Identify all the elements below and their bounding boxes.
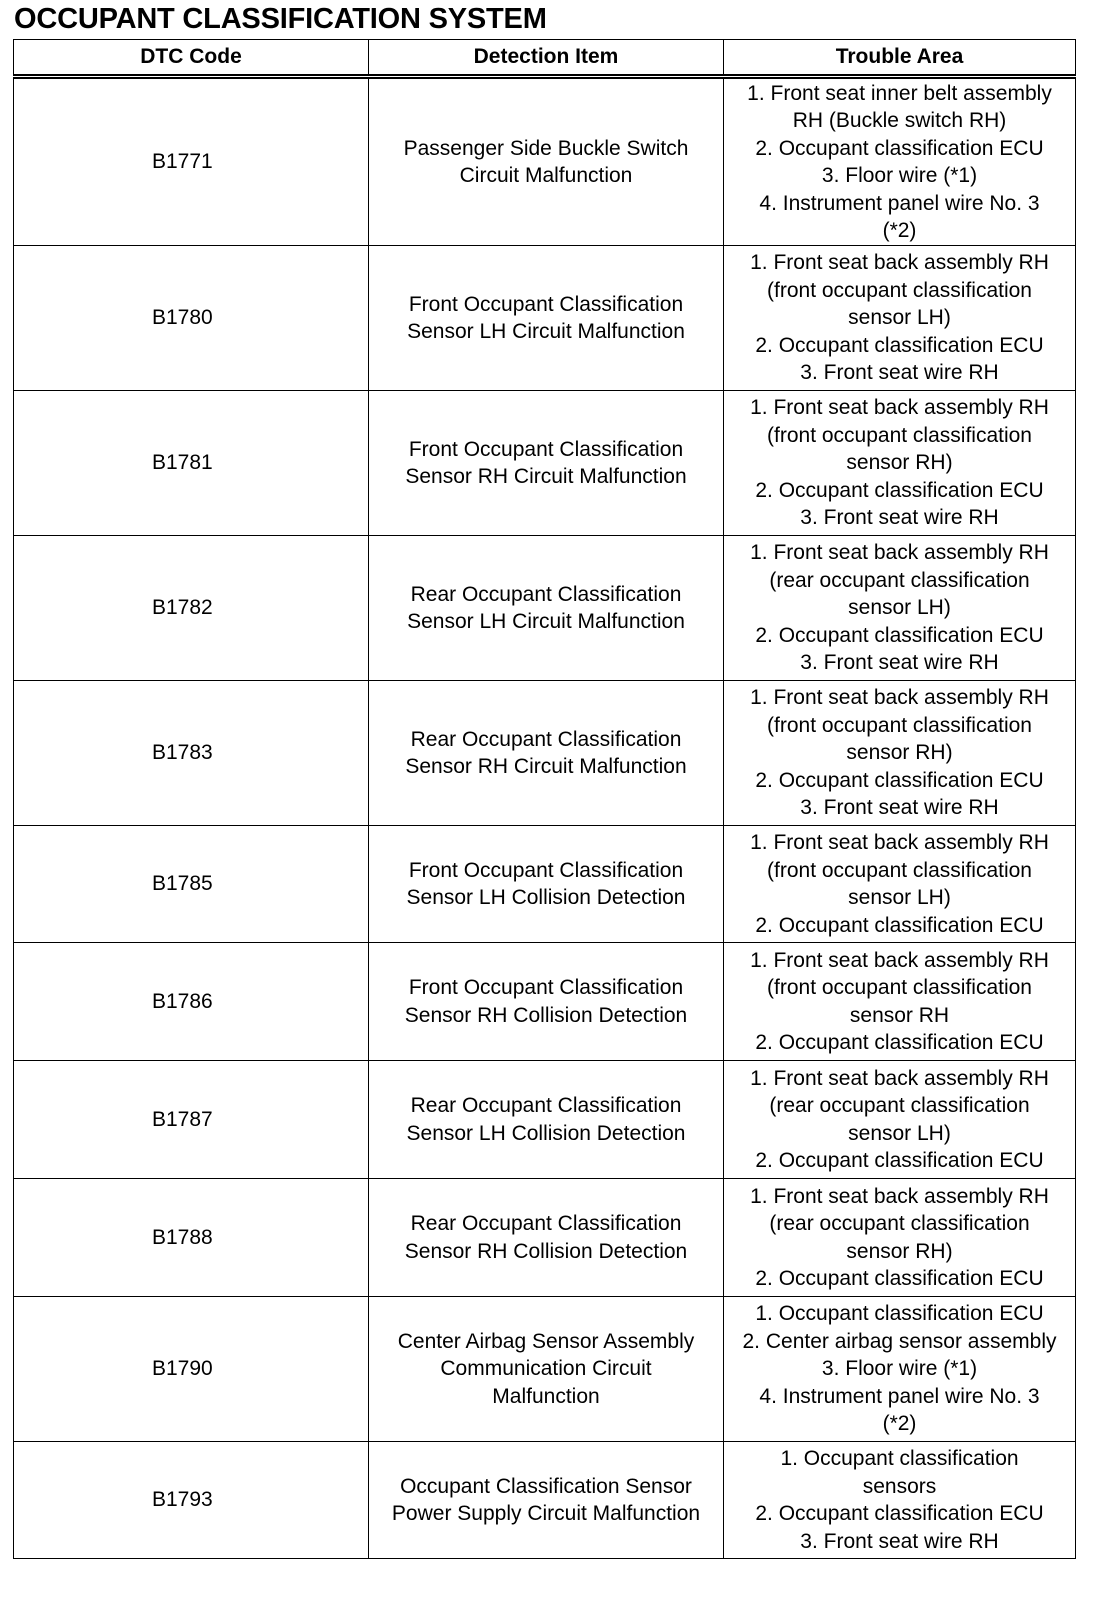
trouble-area-cell: 1. Occupant classification ECU 2. Center airbag sensor assembly 3. Floor wire (*1) 4. Instrument panel wire No. 3 (*2)	[724, 1297, 1076, 1442]
detection-item-cell: Front Occupant Classification Sensor LH Collision Detection	[369, 826, 724, 943]
table-row	[14, 1179, 1076, 1297]
detection-item-cell: Front Occupant Classification Sensor RH Collision Detection	[369, 943, 724, 1061]
trouble-area-cell: 1. Front seat inner belt assembly RH (Buckle switch RH) 2. Occupant classification ECU 3. Floor wire (*1) 4. Instrument panel wire No. 3 (*2)	[724, 77, 1076, 246]
table-row	[14, 943, 1076, 1061]
table-row	[14, 246, 1076, 391]
dtc-code-cell: B1793	[14, 1442, 369, 1559]
detection-item-cell: Rear Occupant Classification Sensor LH Collision Detection	[369, 1061, 724, 1179]
dtc-code-cell: B1781	[14, 391, 369, 536]
detection-item-cell: Passenger Side Buckle Switch Circuit Malfunction	[369, 77, 724, 246]
detection-item-cell: Rear Occupant Classification Sensor RH Collision Detection	[369, 1179, 724, 1297]
detection-item-cell: Rear Occupant Classification Sensor RH Circuit Malfunction	[369, 681, 724, 826]
detection-item-cell: Front Occupant Classification Sensor RH Circuit Malfunction	[369, 391, 724, 536]
detection-item-cell: Occupant Classification Sensor Power Supply Circuit Malfunction	[369, 1442, 724, 1559]
dtc-code-cell: B1785	[14, 826, 369, 943]
dtc-code-cell: B1790	[14, 1297, 369, 1442]
trouble-area-cell: 1. Front seat back assembly RH (front occupant classification sensor RH 2. Occupant classification ECU	[724, 943, 1076, 1061]
page-title: OCCUPANT CLASSIFICATION SYSTEM	[14, 3, 547, 35]
table-header-row	[14, 40, 1076, 77]
dtc-code-cell: B1786	[14, 943, 369, 1061]
header-detection-item: Detection Item	[369, 40, 724, 77]
table-row	[14, 1297, 1076, 1442]
dtc-table	[13, 39, 1076, 1559]
table-row	[14, 536, 1076, 681]
dtc-code-cell: B1782	[14, 536, 369, 681]
table-row	[14, 1442, 1076, 1559]
trouble-area-cell: 1. Front seat back assembly RH (front occupant classification sensor LH) 2. Occupant classification ECU 3. Front seat wire RH	[724, 246, 1076, 391]
table-row	[14, 77, 1076, 246]
dtc-code-cell: B1780	[14, 246, 369, 391]
trouble-area-cell: 1. Occupant classification sensors 2. Occupant classification ECU 3. Front seat wire RH	[724, 1442, 1076, 1559]
detection-item-cell: Center Airbag Sensor Assembly Communication Circuit Malfunction	[369, 1297, 724, 1442]
detection-item-cell: Rear Occupant Classification Sensor LH Circuit Malfunction	[369, 536, 724, 681]
table-row	[14, 391, 1076, 536]
table-row	[14, 1061, 1076, 1179]
header-dtc-code: DTC Code	[14, 40, 369, 77]
dtc-code-cell: B1771	[14, 77, 369, 246]
dtc-code-cell: B1783	[14, 681, 369, 826]
detection-item-cell: Front Occupant Classification Sensor LH Circuit Malfunction	[369, 246, 724, 391]
trouble-area-cell: 1. Front seat back assembly RH (front occupant classification sensor LH) 2. Occupant classification ECU	[724, 826, 1076, 943]
trouble-area-cell: 1. Front seat back assembly RH (rear occupant classification sensor LH) 2. Occupant classification ECU 3. Front seat wire RH	[724, 536, 1076, 681]
header-trouble-area: Trouble Area	[724, 40, 1076, 77]
trouble-area-cell: 1. Front seat back assembly RH (front occupant classification sensor RH) 2. Occupant classification ECU 3. Front seat wire RH	[724, 681, 1076, 826]
trouble-area-cell: 1. Front seat back assembly RH (front occupant classification sensor RH) 2. Occupant classification ECU 3. Front seat wire RH	[724, 391, 1076, 536]
trouble-area-cell: 1. Front seat back assembly RH (rear occupant classification sensor RH) 2. Occupant classification ECU	[724, 1179, 1076, 1297]
dtc-code-cell: B1787	[14, 1061, 369, 1179]
dtc-code-cell: B1788	[14, 1179, 369, 1297]
table-row	[14, 826, 1076, 943]
trouble-area-cell: 1. Front seat back assembly RH (rear occupant classification sensor LH) 2. Occupant classification ECU	[724, 1061, 1076, 1179]
table-row	[14, 681, 1076, 826]
